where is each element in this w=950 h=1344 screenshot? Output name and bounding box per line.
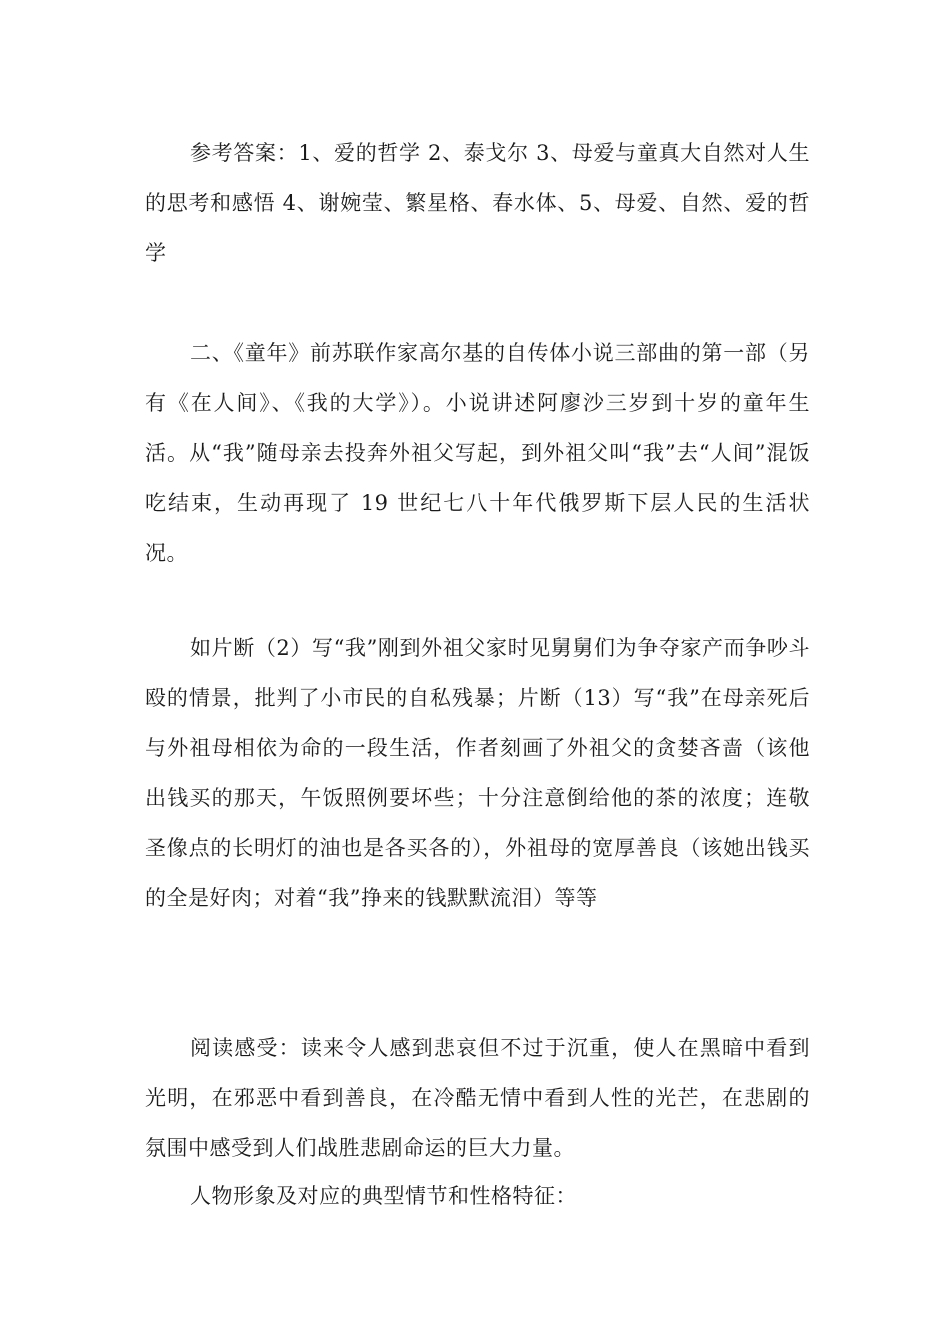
reading-impression-paragraph: 阅读感受：读来令人感到悲哀但不过于沉重，使人在黑暗中看到光明，在邪恶中看到善良，在冷酷无情中看到人性的光芒，在悲剧的氛围中感受到人们战胜悲剧命运的巨大力量。 — [145, 1036, 810, 1160]
excerpt-analysis-paragraph: 如片断（2）写“我”刚到外祖父家时见舅舅们为争夺家产而争吵斗殴的情景，批判了小市民的自私残暴；片断（13）写“我”在母亲死后与外祖母相依为命的一段生活，作者刻画了外祖父的贪婪吝啬（该他出钱买的那天，午饭照例要坏些；十分注意倒给他的茶的浓度；连敬圣像点的长明灯的油也是各买各的），外祖母的宽厚善良（该她出钱买的全是好肉；对着“我”挣来的钱默默流泪）等等 — [145, 636, 810, 910]
childhood-intro-paragraph: 二、《童年》前苏联作家高尔基的自传体小说三部曲的第一部（另有《在人间》、《我的大学》）。小说讲述阿廖沙三岁到十岁的童年生活。从“我”随母亲去投奔外祖父写起，到外祖父叫“我”去“人间”混饭吃结束，生动再现了 19 世纪七八十年代俄罗斯下层人民的生活状况。 — [145, 341, 810, 565]
answer-key-paragraph: 参考答案：1、爱的哲学 2、泰戈尔 3、母爱与童真大自然对人生的思考和感悟 4、谢婉莹、繁星格、春水体、5、母爱、自然、爱的哲学 — [145, 141, 810, 265]
character-section-heading: 人物形象及对应的典型情节和性格特征： — [190, 1184, 577, 1208]
